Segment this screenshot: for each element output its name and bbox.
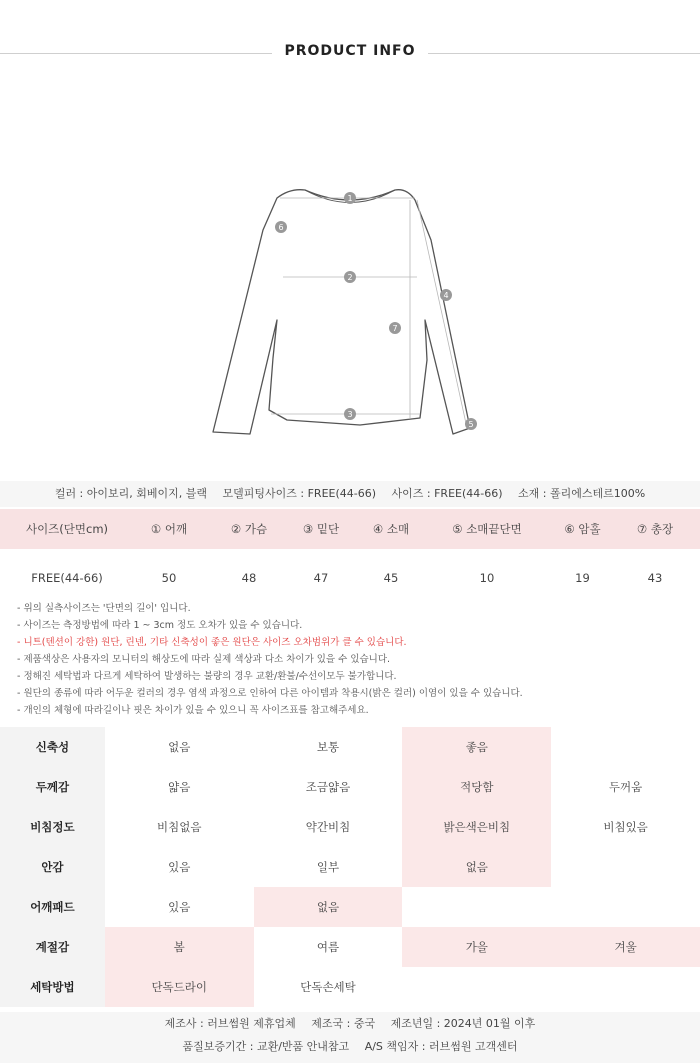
- property-option: 두꺼움: [608, 780, 643, 794]
- info-material: 소재 : 폴리에스테르100%: [518, 487, 646, 500]
- property-label: 비침정도: [0, 807, 105, 847]
- property-option: [402, 967, 551, 1007]
- property-row: [0, 847, 700, 887]
- size-header-cell: ② 가슴: [230, 522, 268, 536]
- property-option: 약간비침: [305, 820, 351, 834]
- note-line: - 사이즈는 측정방법에 따라 1 ~ 3cm 정도 오차가 있을 수 있습니다.: [17, 620, 303, 631]
- marker-4: 4: [443, 291, 449, 300]
- property-label: 세탁방법: [0, 967, 105, 1007]
- note-line: - 위의 실측사이즈는 '단면의 길이' 입니다.: [17, 603, 191, 614]
- size-table-row: [0, 549, 700, 606]
- size-header-cell: ① 어깨: [150, 522, 188, 536]
- property-option: [551, 887, 700, 927]
- property-row: [0, 727, 700, 767]
- property-option: 비침있음: [603, 820, 648, 834]
- property-option: 밝은색은비침: [402, 807, 551, 847]
- property-option: 단독손세탁: [300, 980, 356, 994]
- footer-country: 제조국 : 중국: [311, 1017, 376, 1030]
- property-option: 가을: [402, 927, 551, 967]
- property-row: [0, 967, 700, 1007]
- property-option: 비침없음: [157, 820, 202, 834]
- garment-outline: [213, 190, 470, 434]
- note-line: - 정해진 세탁법과 다르게 세탁하여 발생하는 불량의 경우 교환/환불/수선이모두 불가합니다.: [17, 671, 397, 682]
- marker-1: 1: [347, 194, 353, 203]
- marker-2: 2: [347, 273, 353, 282]
- size-cell: 43: [647, 570, 663, 585]
- size-table: [0, 509, 700, 606]
- marker-6: 6: [278, 223, 284, 232]
- marker-7: 7: [392, 324, 398, 333]
- info-size: 사이즈 : FREE(44-66): [391, 487, 503, 500]
- size-header-cell: ⑦ 총장: [636, 522, 674, 536]
- property-label: 신축성: [0, 727, 105, 767]
- property-label: 두께감: [0, 767, 105, 807]
- size-cell: 45: [383, 570, 399, 585]
- footer-info: [0, 1012, 700, 1063]
- info-color: 컬러 : 아이보리, 회베이지, 블랙: [54, 487, 208, 500]
- property-option: 있음: [168, 860, 191, 874]
- property-option: 여름: [316, 940, 340, 954]
- property-option: 좋음: [402, 727, 551, 767]
- measurement-markers: [275, 192, 477, 430]
- property-option: [551, 847, 700, 887]
- size-notes: [17, 600, 687, 719]
- size-header-cell: ⑥ 암홀: [564, 522, 601, 536]
- divider-right: [428, 53, 700, 54]
- product-properties-table: [0, 727, 700, 1007]
- property-row: [0, 887, 700, 927]
- property-option: [551, 967, 700, 1007]
- size-header-cell: ④ 소매: [372, 522, 410, 536]
- property-option: 단독드라이: [105, 967, 254, 1007]
- measurement-guides: [271, 198, 467, 428]
- size-table-header: [0, 509, 700, 549]
- product-info-bar: [0, 481, 700, 507]
- page-title: PRODUCT INFO: [284, 43, 416, 59]
- property-label: 계절감: [0, 927, 105, 967]
- marker-3: 3: [347, 410, 353, 419]
- garment-measurement-diagram: [195, 170, 505, 450]
- size-cell: 47: [313, 570, 329, 585]
- property-row: [0, 927, 700, 967]
- property-option: 보통: [316, 740, 340, 754]
- property-option: 없음: [402, 847, 551, 887]
- footer-date: 제조년일 : 2024년 01월 이후: [390, 1017, 536, 1030]
- property-option: 없음: [168, 740, 191, 754]
- property-label: 어깨패드: [0, 887, 105, 927]
- property-option: 봄: [105, 927, 254, 967]
- footer-warranty: 품질보증기간 : 교환/반품 안내참고: [182, 1040, 350, 1053]
- footer-line-2: [0, 1035, 700, 1058]
- size-cell: 48: [241, 570, 257, 585]
- property-option: 있음: [168, 900, 191, 914]
- info-model-size: 모델피팅사이즈 : FREE(44-66): [222, 487, 377, 500]
- property-option: [402, 887, 551, 927]
- property-option: 일부: [316, 860, 340, 874]
- property-option: 겨울: [551, 927, 700, 967]
- property-label: 안감: [0, 847, 105, 887]
- note-line: - 원단의 종류에 따라 어두운 컬러의 경우 염색 과정으로 인하여 다른 아이템과 착용시(밝은 컬러) 이염이 있을 수 있습니다.: [17, 688, 523, 699]
- property-option: 얇음: [168, 780, 191, 794]
- property-option: 적당함: [402, 767, 551, 807]
- footer-maker: 제조사 : 러브썸원 제휴업체: [164, 1017, 296, 1030]
- size-header-cell: 사이즈(단면cm): [25, 522, 109, 536]
- property-row: [0, 767, 700, 807]
- footer-as: A/S 책임자 : 러브썸원 고객센터: [364, 1040, 518, 1053]
- property-option: 없음: [254, 887, 403, 927]
- footer-line-1: [0, 1012, 700, 1035]
- section-header: [0, 38, 700, 68]
- size-cell: 19: [575, 570, 590, 585]
- size-header-cell: ⑤ 소매끝단면: [452, 522, 522, 536]
- property-option: 조금얇음: [305, 780, 351, 794]
- marker-5: 5: [468, 420, 474, 429]
- property-option: [551, 727, 700, 767]
- size-cell: 50: [161, 570, 177, 585]
- note-line: - 니트(텐션이 강한) 원단, 린넨, 기타 신축성이 좋은 원단은 사이즈 오차범위가 클 수 있습니다.: [17, 637, 407, 648]
- size-cell: FREE(44-66): [31, 570, 103, 585]
- note-line: - 제품색상은 사용자의 모니터의 해상도에 따라 실제 색상과 다소 차이가 있을 수 있습니다.: [17, 654, 391, 665]
- size-cell: 10: [479, 570, 495, 585]
- size-header-cell: ③ 밑단: [302, 522, 340, 536]
- note-line: - 개인의 체형에 따라길이나 핏은 차이가 있을 수 있으니 꼭 사이즈표를 참고해주세요.: [17, 705, 369, 716]
- property-row: [0, 807, 700, 847]
